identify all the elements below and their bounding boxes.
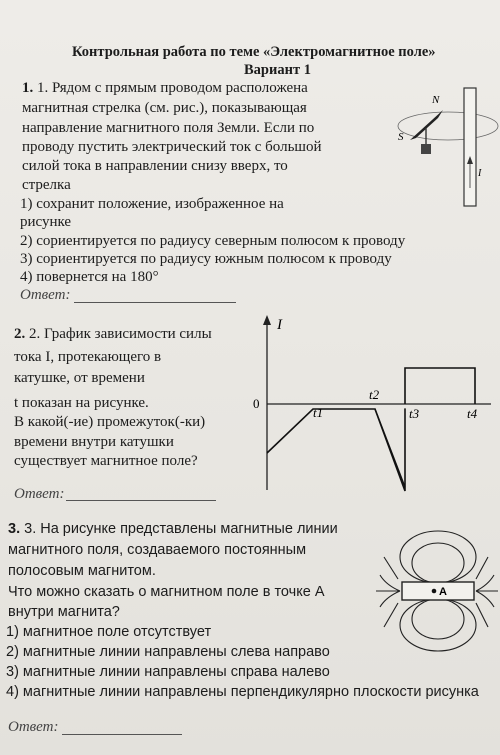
bar-magnet (402, 582, 474, 600)
q3-option-2: 2) магнитные линии направлены слева направо (6, 644, 330, 660)
origin-label: 0 (253, 396, 260, 411)
compass-wire-figure (388, 78, 498, 208)
q1-line: направление магнитного поля Земли. Если по (22, 120, 315, 136)
q3-line: полосовым магнитом. (8, 563, 156, 579)
current-time-graph (255, 315, 495, 500)
q3-line: магнитного поля, создаваемого постоянным (8, 542, 307, 558)
q2-answer-label: Ответ: (14, 486, 65, 502)
point-a-marker (432, 589, 437, 594)
q3-option-4: 4) магнитные линии направлены перпендикулярно плоскости рисунка (6, 684, 479, 700)
q3-option-3: 3) магнитные линии направлены справа налево (6, 664, 330, 680)
current-line (267, 409, 405, 491)
q1-answer-field[interactable] (74, 302, 236, 303)
q3-line: внутри магнита? (8, 604, 120, 620)
q1-line: магнитная стрелка (см. рис.), показывающая (22, 100, 307, 116)
q2-line: существует магнитное поле? (14, 453, 198, 469)
q1-line: 1. 1. Рядом с прямым проводом расположена (22, 80, 308, 96)
q3-line: Что можно сказать о магнитном поле в точке А (8, 584, 325, 600)
q3-text: 3. На рисунке представлены магнитные линии (24, 521, 338, 537)
q1-option-3: 3) сориентируется по радиусу южным полюсом к проводу (20, 251, 392, 267)
q2-line: В какой(-ие) промежуток(-ки) (14, 414, 206, 430)
q2-line: t показан на рисунке. (14, 395, 149, 411)
q1-option-1: 1) сохранит положение, изображенное на (20, 196, 284, 212)
bar-magnet-figure (376, 535, 498, 647)
q2-line: 2. 2. График зависимости силы (14, 326, 212, 342)
q2-text: 2. График зависимости силы (29, 326, 212, 342)
q3-option-1: 1) магнитное поле отсутствует (6, 624, 212, 640)
variant-label: Вариант 1 (244, 62, 311, 78)
point-a-label: A (439, 586, 447, 598)
current-pulse (405, 368, 475, 404)
q1-answer-label: Ответ: (20, 287, 71, 303)
tick-t3: t3 (409, 406, 420, 421)
tick-t1: t1 (313, 405, 324, 420)
q3-answer-field[interactable] (62, 734, 182, 735)
tick-t4: t4 (467, 406, 478, 421)
q2-line: тока I, протекающего в (14, 349, 162, 365)
worksheet-title: Контрольная работа по теме «Электромагнитное поле» (72, 44, 436, 60)
north-label: N (432, 94, 440, 106)
south-label: S (398, 131, 404, 143)
q1-option-2: 2) сориентируется по радиусу северным полюсом к проводу (20, 233, 406, 249)
current-label: I (478, 168, 482, 179)
y-axis-arrow-icon (263, 315, 271, 325)
q3-line: 3. 3. На рисунке представлены магнитные линии (8, 521, 338, 537)
q2-line: времени внутри катушки (14, 434, 174, 450)
tick-t2: t2 (369, 387, 380, 402)
y-axis-label: I (277, 317, 282, 333)
q3-answer-label: Ответ: (8, 719, 59, 735)
q1-line: силой тока в направлении снизу вверх, то (22, 158, 288, 174)
q1-option-1-cont: рисунке (20, 214, 72, 230)
q1-line: проводу пустить электрический ток с большой (22, 139, 322, 155)
current-line (375, 409, 405, 487)
q2-answer-field[interactable] (66, 500, 216, 501)
q1-line: стрелка (22, 177, 71, 193)
q2-line: катушке, от времени (14, 370, 145, 386)
q1-option-4: 4) повернется на 180° (20, 269, 159, 285)
q1-text: 1. Рядом с прямым проводом расположена (37, 80, 308, 96)
